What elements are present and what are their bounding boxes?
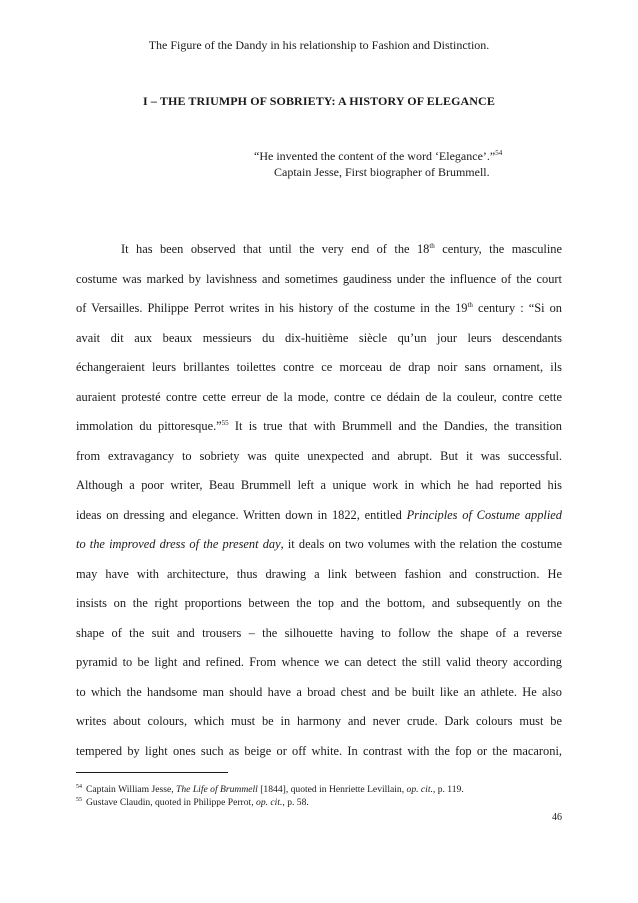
body-line — [76, 241, 562, 271]
body-line: to which the handsome man should have a broad chest and be built like an athlete. He also — [76, 684, 562, 699]
body-line — [76, 507, 562, 537]
text-run: , it deals on two volumes with the relation the costume — [280, 537, 562, 551]
body-line: tempered by light ones such as beige or off white. In contrast with the fop or the macaroni, — [76, 743, 562, 758]
text-run: ideas on dressing and elegance. Written down in 1822, entitled — [76, 507, 407, 522]
citation-abbrev: op. cit. — [406, 784, 433, 795]
epigraph-quote-text: “He invented the content of the word ‘Elegance’.” — [254, 149, 496, 163]
text-run: Gustave Claudin, quoted in Philippe Perrot, — [86, 797, 257, 808]
body-line: Although a poor writer, Beau Brummell left a unique work in which he had reported his — [76, 478, 562, 492]
text-run: [1844], quoted in Henriette Levillain, — [257, 784, 407, 795]
section-title: I – THE TRIUMPH OF SOBRIETY: A HISTORY OF ELEGANCE — [143, 94, 495, 108]
citation-abbrev: op. cit. — [256, 797, 283, 808]
footnote-54 — [76, 784, 562, 796]
page-number: 46 — [552, 812, 562, 823]
body-line — [76, 418, 562, 448]
body-line: costume was marked by lavishness and sometimes gaudiness under the influence of the court — [76, 271, 562, 286]
text-run: , p. 119. — [432, 784, 464, 795]
text-run: immolation du pittoresque.” — [76, 419, 222, 433]
text-run: century, the masculine — [434, 242, 562, 256]
ordinal-suffix: th — [429, 241, 435, 250]
body-line — [76, 536, 562, 566]
footnote-number: 55 — [76, 796, 82, 803]
epigraph — [254, 148, 554, 180]
text-run: Captain William Jesse, — [86, 784, 177, 795]
ordinal-suffix: th — [467, 300, 473, 309]
body-line: shape of the suit and trousers – the silhouette having to follow the shape of a reverse — [76, 625, 562, 640]
body-line: insists on the right proportions between the top and the bottom, and subsequently on the — [76, 596, 562, 610]
text-run: century : “Si on — [472, 301, 562, 315]
body-line — [76, 300, 562, 330]
body-line: from extravagancy to sobriety was quite unexpected and abrupt. But it was successful. — [76, 448, 562, 463]
text-run: of Versailles. Philippe Perrot writes in his history of the costume in the 19 — [76, 301, 468, 315]
book-title: The Life of Brummell — [176, 784, 258, 795]
text-run: , p. 58. — [282, 797, 309, 808]
text-run: It has been observed that until the very end of the 18 — [121, 242, 430, 256]
footnote-ref-55: 55 — [221, 418, 229, 427]
footnotes — [76, 784, 562, 810]
running-header: The Figure of the Dandy in his relationship to Fashion and Distinction. — [148, 38, 490, 52]
body-line: échangeraient leurs brillantes toilettes contre ce morceau de drap noir sans ornament, ils — [76, 360, 562, 374]
epigraph-quote — [254, 148, 554, 164]
footnote-divider — [76, 772, 228, 773]
footnote-number: 54 — [76, 783, 82, 790]
body-line: avait dit aux beaux messieurs du dix-huitième siècle qu’un jour leurs descendants — [76, 330, 562, 345]
text-run: It is true that with Brummell and the Dandies, the transition — [228, 419, 562, 433]
body-line: may have with architecture, thus drawing a link between fashion and construction. He — [76, 566, 562, 581]
epigraph-attribution: Captain Jesse, First biographer of Brummell. — [274, 165, 490, 179]
book-title: to the improved dress of the present day — [76, 537, 281, 551]
footnote-ref-54: 54 — [495, 149, 503, 157]
body-line: writes about colours, which must be in harmony and never crude. Dark colours must be — [76, 714, 562, 728]
body-line: auraient protesté contre cette erreur de la mode, contre ce dédain de la couleur, contre cette — [76, 389, 562, 404]
body-line: pyramid to be light and refined. From whence we can detect the still valid theory according — [76, 655, 562, 669]
footnote-55 — [76, 797, 562, 809]
book-title: Principles of Costume applied — [406, 507, 562, 522]
body-paragraph — [76, 241, 562, 772]
